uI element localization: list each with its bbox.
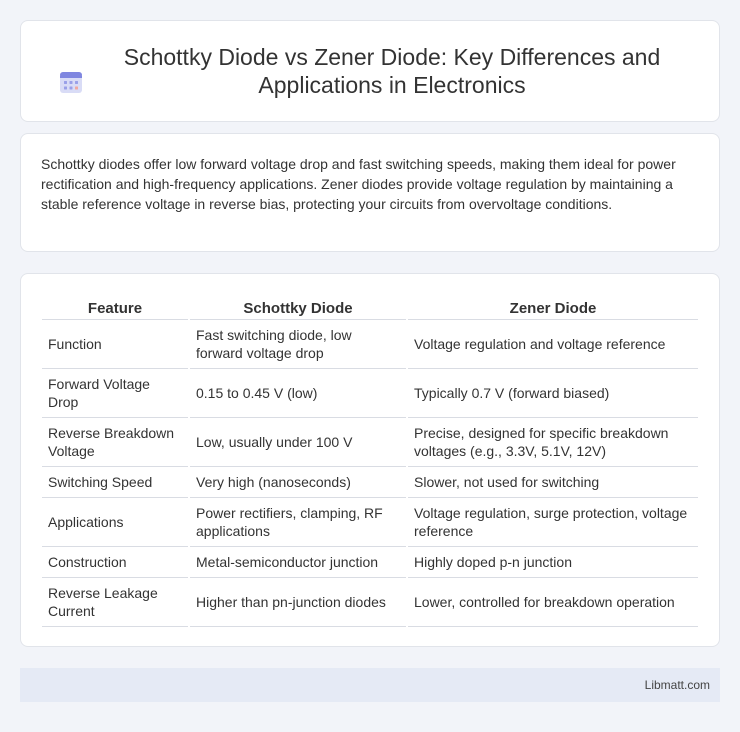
cell-schottky: Fast switching diode, low forward voltage drop: [190, 320, 406, 369]
calendar-icon: [58, 69, 84, 95]
header-zener: Zener Diode: [408, 294, 698, 320]
cell-schottky: Metal-semiconductor junction: [190, 547, 406, 578]
title-card: [20, 20, 720, 122]
cell-feature: Construction: [42, 547, 188, 578]
table-row: [42, 418, 698, 467]
cell-schottky: Very high (nanoseconds): [190, 467, 406, 498]
cell-feature: Applications: [42, 498, 188, 547]
table-row: [42, 369, 698, 418]
cell-zener: Typically 0.7 V (forward biased): [408, 369, 698, 418]
table-header-row: [42, 294, 698, 320]
table-row: [42, 498, 698, 547]
cell-feature: Switching Speed: [42, 467, 188, 498]
intro-paragraph: Schottky diodes offer low forward voltage drop and fast switching speeds, making them ideal for power rectification and high-frequency applications. Zener diodes provide voltage regulation by maintaining a stable reference voltage in reverse bias, protecting your circuits from overvoltage conditions.: [41, 156, 676, 212]
cell-zener: Precise, designed for specific breakdown voltages (e.g., 3.3V, 5.1V, 12V): [408, 418, 698, 467]
cell-feature: Function: [42, 320, 188, 369]
comparison-table: [40, 294, 700, 627]
header-feature: Feature: [42, 294, 188, 320]
cell-feature: Reverse Breakdown Voltage: [42, 418, 188, 467]
cell-zener: Voltage regulation, surge protection, voltage reference: [408, 498, 698, 547]
page-title: Schottky Diode vs Zener Diode: Key Differences and Applications in Electronics: [123, 44, 661, 98]
cell-zener: Lower, controlled for breakdown operation: [408, 578, 698, 627]
title-wrap: [58, 43, 682, 99]
cell-zener: Highly doped p-n junction: [408, 547, 698, 578]
intro-card: [20, 133, 720, 252]
header-schottky: Schottky Diode: [190, 294, 406, 320]
table-row: [42, 320, 698, 369]
footer-brand-link[interactable]: Libmatt.com: [644, 678, 710, 692]
cell-feature: Reverse Leakage Current: [42, 578, 188, 627]
table-row: [42, 467, 698, 498]
cell-schottky: Power rectifiers, clamping, RF applications: [190, 498, 406, 547]
cell-zener: Voltage regulation and voltage reference: [408, 320, 698, 369]
table-card: [20, 273, 720, 647]
table-row: [42, 578, 698, 627]
cell-schottky: Low, usually under 100 V: [190, 418, 406, 467]
footer: [20, 668, 720, 702]
cell-feature: Forward Voltage Drop: [42, 369, 188, 418]
table-row: [42, 547, 698, 578]
cell-schottky: Higher than pn-junction diodes: [190, 578, 406, 627]
cell-schottky: 0.15 to 0.45 V (low): [190, 369, 406, 418]
cell-zener: Slower, not used for switching: [408, 467, 698, 498]
